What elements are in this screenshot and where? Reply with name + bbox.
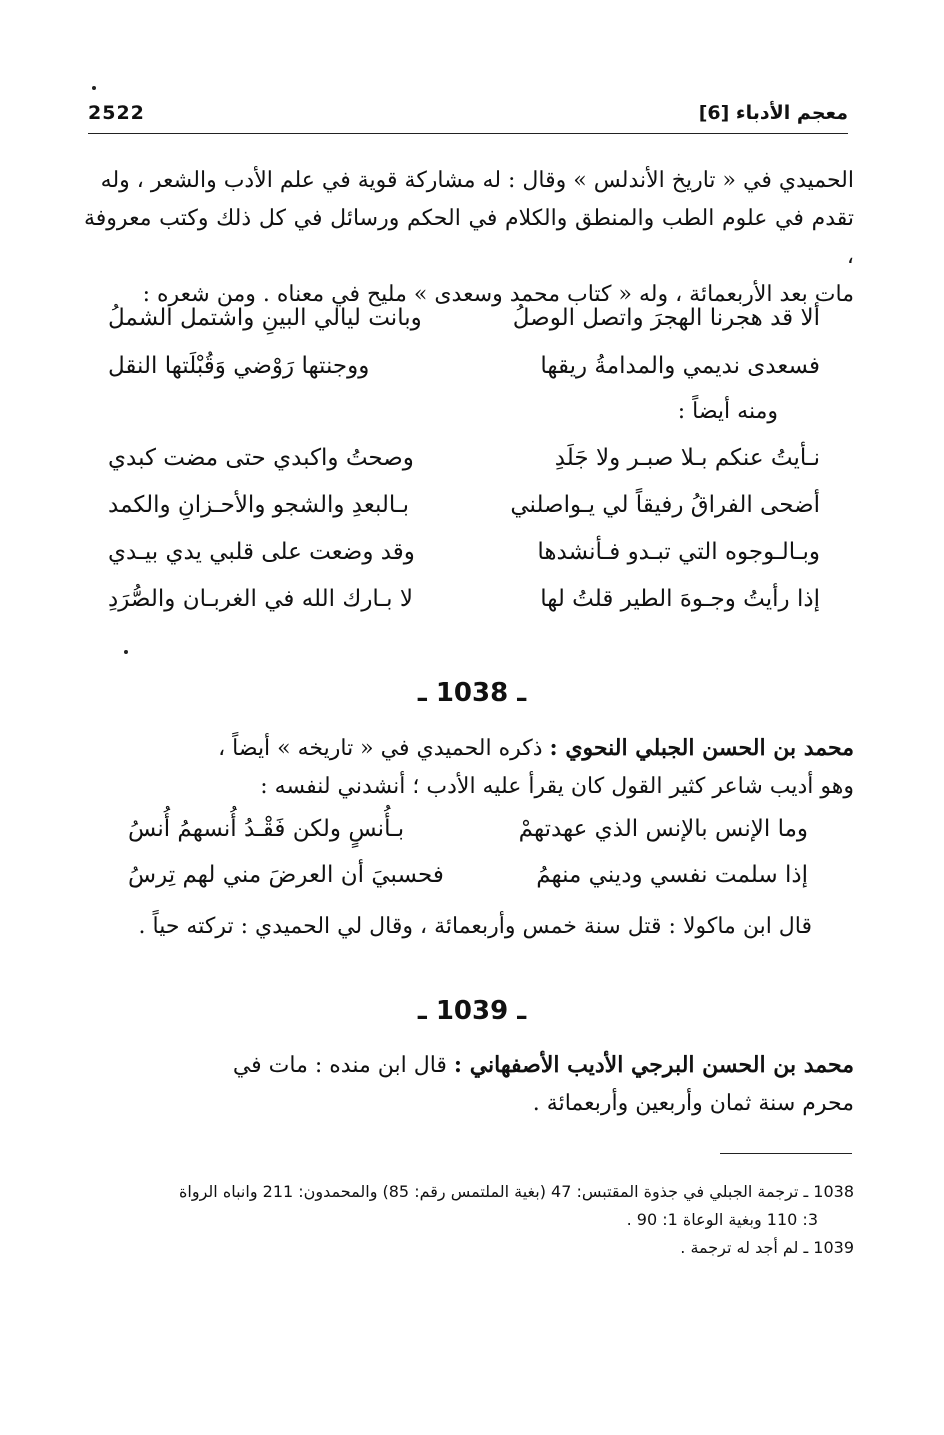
verse-second-hemistich: ووجنتها رَوْضي وَقُبْلَتها النقل (108, 353, 370, 379)
verse-first-hemistich: فسعدى نديمي والمدامةُ ريقها (540, 353, 820, 379)
verse-line (108, 541, 820, 588)
intro-line: مات بعد الأربعمائة ، وله « كتاب محمد وسعدى » مليح في معناه . ومن شعره : (142, 282, 854, 307)
footnote-1038-continued: 3: 110 وبغية الوعاة 1: 90 . (626, 1210, 818, 1229)
entry-1038-line-2: وهو أديب شاعر كثير القول كان يقرأ عليه الأدب ؛ أنشدني لنفسه : (260, 774, 854, 799)
entry-1039-text (84, 1046, 854, 1123)
verse-line (128, 864, 808, 910)
poem-1 (108, 307, 820, 399)
entry-number-1039: ـ 1039 ـ (417, 996, 527, 1026)
entry-1038-poem (128, 818, 808, 910)
entry-1038-name: محمد بن الحسن الجبلي النحوي : (549, 735, 854, 761)
intro-paragraph (84, 162, 854, 314)
verse-second-hemistich: فحسبيَ أن العرضَ مني لهم تِرسُ (128, 862, 444, 888)
footnote-rule (720, 1153, 852, 1154)
verse-first-hemistich: وما الإنس بالإنس الذي عهدتهمْ (518, 816, 808, 842)
verse-line (108, 494, 820, 541)
verse-first-hemistich: وبـالـوجوه التي تبـدو فـأنشدها (537, 539, 820, 565)
verse-second-hemistich: وصحتُ واكبدي حتى مضت كبدي (108, 445, 414, 471)
entry-1039-name: محمد بن الحسن البرجي الأديب الأصفهاني : (453, 1052, 854, 1078)
verse-first-hemistich: أضحى الفراقُ رفيقاً لي يـواصلني (510, 492, 820, 518)
verse-first-hemistich: نـأيتُ عنكم بـلا صبـر ولا جَلَدِ (554, 445, 820, 471)
running-header (88, 96, 848, 130)
verse-second-hemistich: بـالبعدِ والشجو والأحـزانِ والكمد (108, 492, 410, 518)
speck (92, 86, 96, 90)
book-title: معجم الأدباء [6] (698, 102, 848, 124)
page-number: 2522 (88, 102, 145, 124)
entry-1039-line-1 (84, 1046, 854, 1085)
verse-second-hemistich: بـأُنسٍ ولكن فَقْـدُ أُنسهمُ أُنسُ (128, 816, 405, 842)
verse-second-hemistich: وبانت ليالي البينِ واشتمل الشملُ (108, 305, 422, 331)
verse-line (108, 588, 820, 635)
entry-1039-line-2: محرم سنة ثمان وأربعين وأربعمائة . (532, 1091, 854, 1116)
entry-1039-line-1-text: قال ابن منده : مات في (232, 1053, 454, 1078)
entry-1038-line-1-text: ذكره الحميدي في « تاريخه » أيضاً ، (218, 736, 550, 761)
verse-second-hemistich: وقد وضعت على قلبي يدي بيـدي (108, 539, 415, 565)
entry-1038-closing: قال ابن ماكولا : قتل سنة خمس وأربعمائة ، وقال لي الحميدي : تركته حياً . (138, 914, 812, 939)
header-rule (88, 133, 848, 134)
verse-first-hemistich: إذا رأيتُ وجـوهَ الطير قلتُ لها (540, 586, 820, 612)
verse-first-hemistich: إذا سلمت نفسي وديني منهمُ (536, 862, 808, 888)
verse-second-hemistich: لا بـارك الله في الغربـان والصُّرَدِ (108, 586, 413, 612)
verse-line (108, 307, 820, 355)
footnotes (96, 1178, 854, 1262)
also-label: ومنه أيضاً : (677, 399, 778, 424)
footnote-1039: 1039 ـ لم أجد له ترجمة . (680, 1238, 854, 1257)
footnote-1038: 1038 ـ ترجمة الجبلي في جذوة المقتبس: 47 (بغية الملتمس رقم: 85) والمحمدون: 211 وانباه الرواة (179, 1182, 854, 1201)
intro-line: تقدم في علوم الطب والمنطق والكلام في الحكم ورسائل في كل ذلك وكتب معروفة ، (84, 206, 854, 269)
poem-2 (108, 447, 820, 635)
speck (124, 650, 128, 654)
entry-1038-line-1 (84, 729, 854, 768)
verse-first-hemistich: ألا قد هجرنا الهجرَ واتصل الوصلُ (512, 305, 820, 331)
entry-1038-intro (84, 729, 854, 806)
verse-line (108, 447, 820, 494)
entry-number-1038: ـ 1038 ـ (417, 678, 527, 708)
verse-line (128, 818, 808, 864)
intro-line: الحميدي في « تاريخ الأندلس » وقال : له مشاركة قوية في علم الأدب والشعر ، وله (100, 168, 854, 193)
